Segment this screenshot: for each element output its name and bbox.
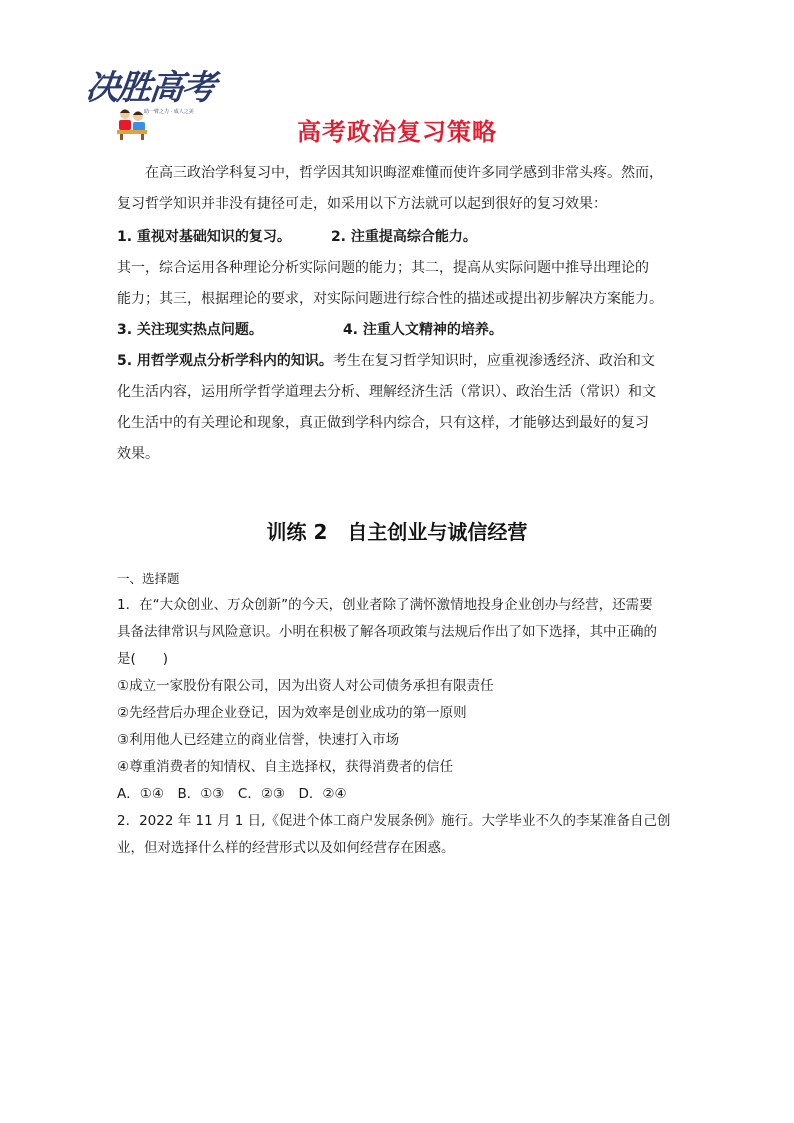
point-5-rest: 考生在复习哲学知识时，应重视渗透经济、政治和文 [332,353,655,369]
points-row-2 [117,315,682,346]
section-title: 训练 2 自主创业与诚信经营 [266,520,528,544]
points-row-1 [117,222,682,253]
question-2-line-1: 2．2022 年 11 月 1 日,《促进个体工商户发展条例》施行。大学毕业不久的李某准备自己创 [117,813,671,829]
point-2-detail-2: 能力；其三，根据理论的要求，对实际问题进行综合性的描述或提出初步解决方案能力。 [117,291,663,307]
question-1-option-3: ③利用他人已经建立的商业信誉，快速打入市场 [117,732,400,748]
question-1-line-3: 是( ) [117,651,169,667]
point-3: 3. 关注现实热点问题。 [117,322,263,338]
point-4: 4. 注重人文精神的培养。 [342,322,503,338]
logo-text: 决胜高考 [83,68,216,108]
question-2-line-2: 业，但对选择什么样的经营形式以及如何经营存在困惑。 [117,840,455,856]
point-1: 1. 重视对基础知识的复习。 [117,229,291,245]
section-part-label: 一、选择题 [117,571,180,586]
intro-line-1: 在高三政治学科复习中，哲学因其知识晦涩难懂而使许多同学感到非常头疼。然而， [145,165,663,181]
point-5-line-4: 效果。 [117,446,159,462]
question-1-option-2: ②先经营后办理企业登记，因为效率是创业成功的第一原则 [117,705,467,721]
point-5-line-3: 化生活中的有关理论和现象，真正做到学科内综合，只有这样，才能够达到最好的复习 [117,415,649,431]
page-title: 高考政治复习策略 [297,118,497,146]
intro-line-2: 复习哲学知识并非没有捷径可走，如采用以下方法就可以起到很好的复习效果： [117,196,607,212]
question-1-line-1: 1．在“大众创业、万众创新”的今天，创业者除了满怀激情地投身企业创办与经营，还需要 [117,597,653,613]
point-5-line-2: 化生活内容，运用所学哲学道理去分析、理解经济生活（常识）、政治生活（常识）和文 [117,384,656,400]
question-1-answers: A．①④ B．①③ C．②③ D．②④ [117,786,347,802]
question-1-option-1: ①成立一家股份有限公司，因为出资人对公司债务承担有限责任 [117,678,494,694]
point-5: 5. 用哲学观点分析学科内的知识。 [117,353,333,369]
question-1-line-2: 具备法律常识与风险意识。小明在积极了解各项政策与法规后作出了如下选择，其中正确的 [117,624,657,640]
point-5-line-1 [117,346,682,377]
logo-slogan: 助一臂之力 · 成人之美 [144,109,194,115]
question-1-option-4: ④尊重消费者的知情权、自主选择权，获得消费者的信任 [117,759,454,775]
point-2-detail-1: 其一，综合运用各种理论分析实际问题的能力；其二，提高从实际问题中推导出理论的 [117,260,649,276]
point-2: 2. 注重提高综合能力。 [330,229,477,245]
